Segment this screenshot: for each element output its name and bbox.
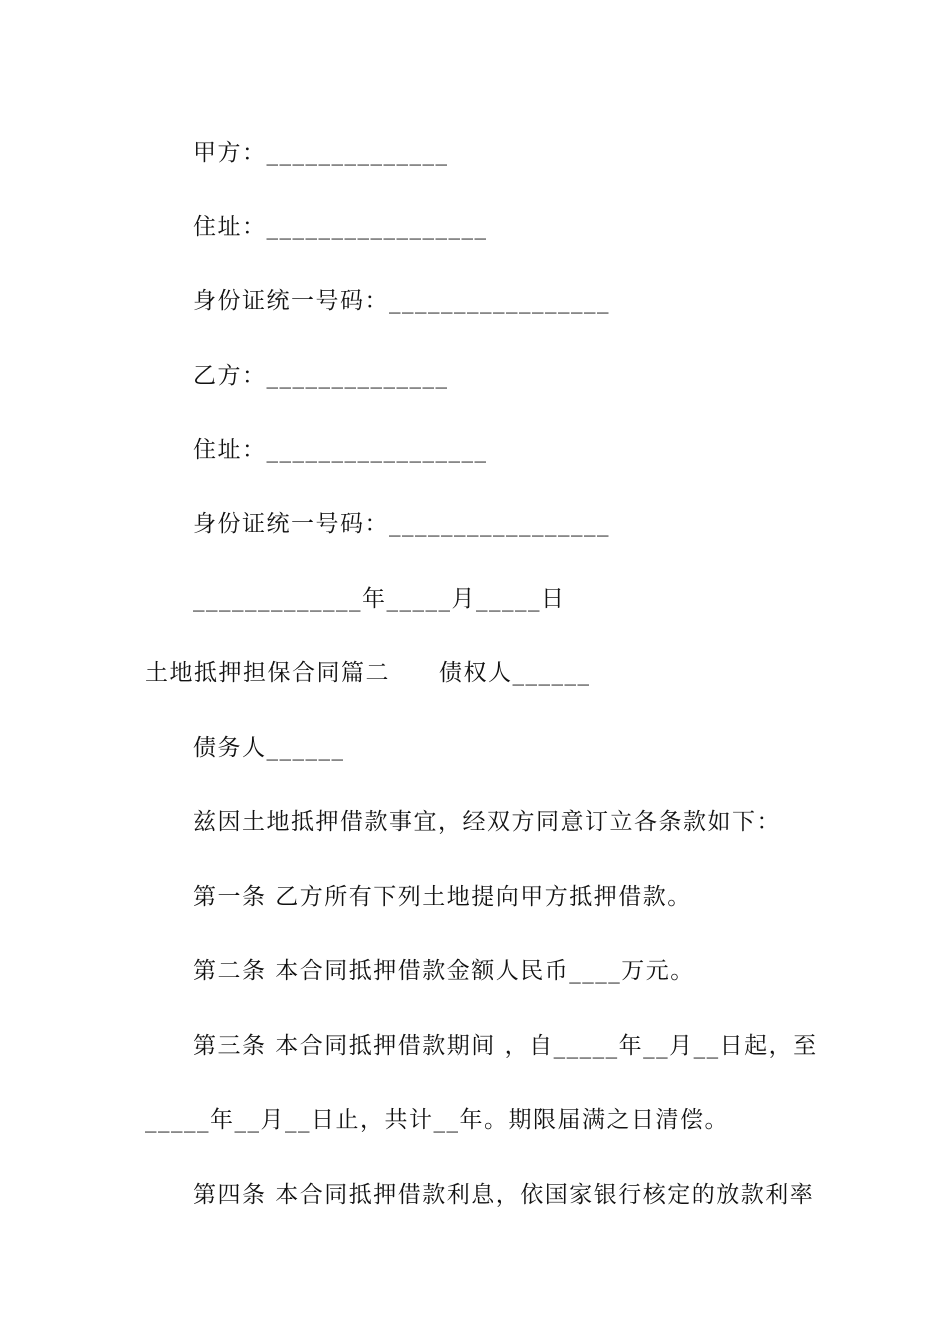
date-line: _____________年_____月_____日 [193, 586, 566, 612]
article-1: 第一条 乙方所有下列土地提向甲方抵押借款。 [193, 884, 692, 910]
article-4-line-1: 第四条 本合同抵押借款利息，依国家银行核定的放款利率 [193, 1182, 815, 1208]
party-b-id-line: 身份证统一号码：_________________ [193, 511, 610, 537]
party-b-address-line: 住址：_________________ [193, 437, 488, 463]
section-title-creditor-line: 土地抵押担保合同篇二 债权人______ [145, 660, 591, 686]
party-a-id-line: 身份证统一号码：_________________ [193, 288, 610, 314]
party-b-line: 乙方：______________ [193, 363, 449, 389]
article-2: 第二条 本合同抵押借款金额人民币____万元。 [193, 958, 695, 984]
preamble-paragraph: 兹因土地抵押借款事宜，经双方同意订立各条款如下： [193, 809, 781, 835]
article-3-line-1: 第三条 本合同抵押借款期间 ，自_____年__月__日起，至 [193, 1033, 818, 1059]
debtor-line: 债务人______ [193, 735, 345, 761]
article-3-line-2: _____年__月__日止，共计__年。期限届满之日清偿。 [145, 1107, 729, 1133]
party-a-line: 甲方：______________ [193, 140, 449, 166]
party-a-address-line: 住址：_________________ [193, 214, 488, 240]
